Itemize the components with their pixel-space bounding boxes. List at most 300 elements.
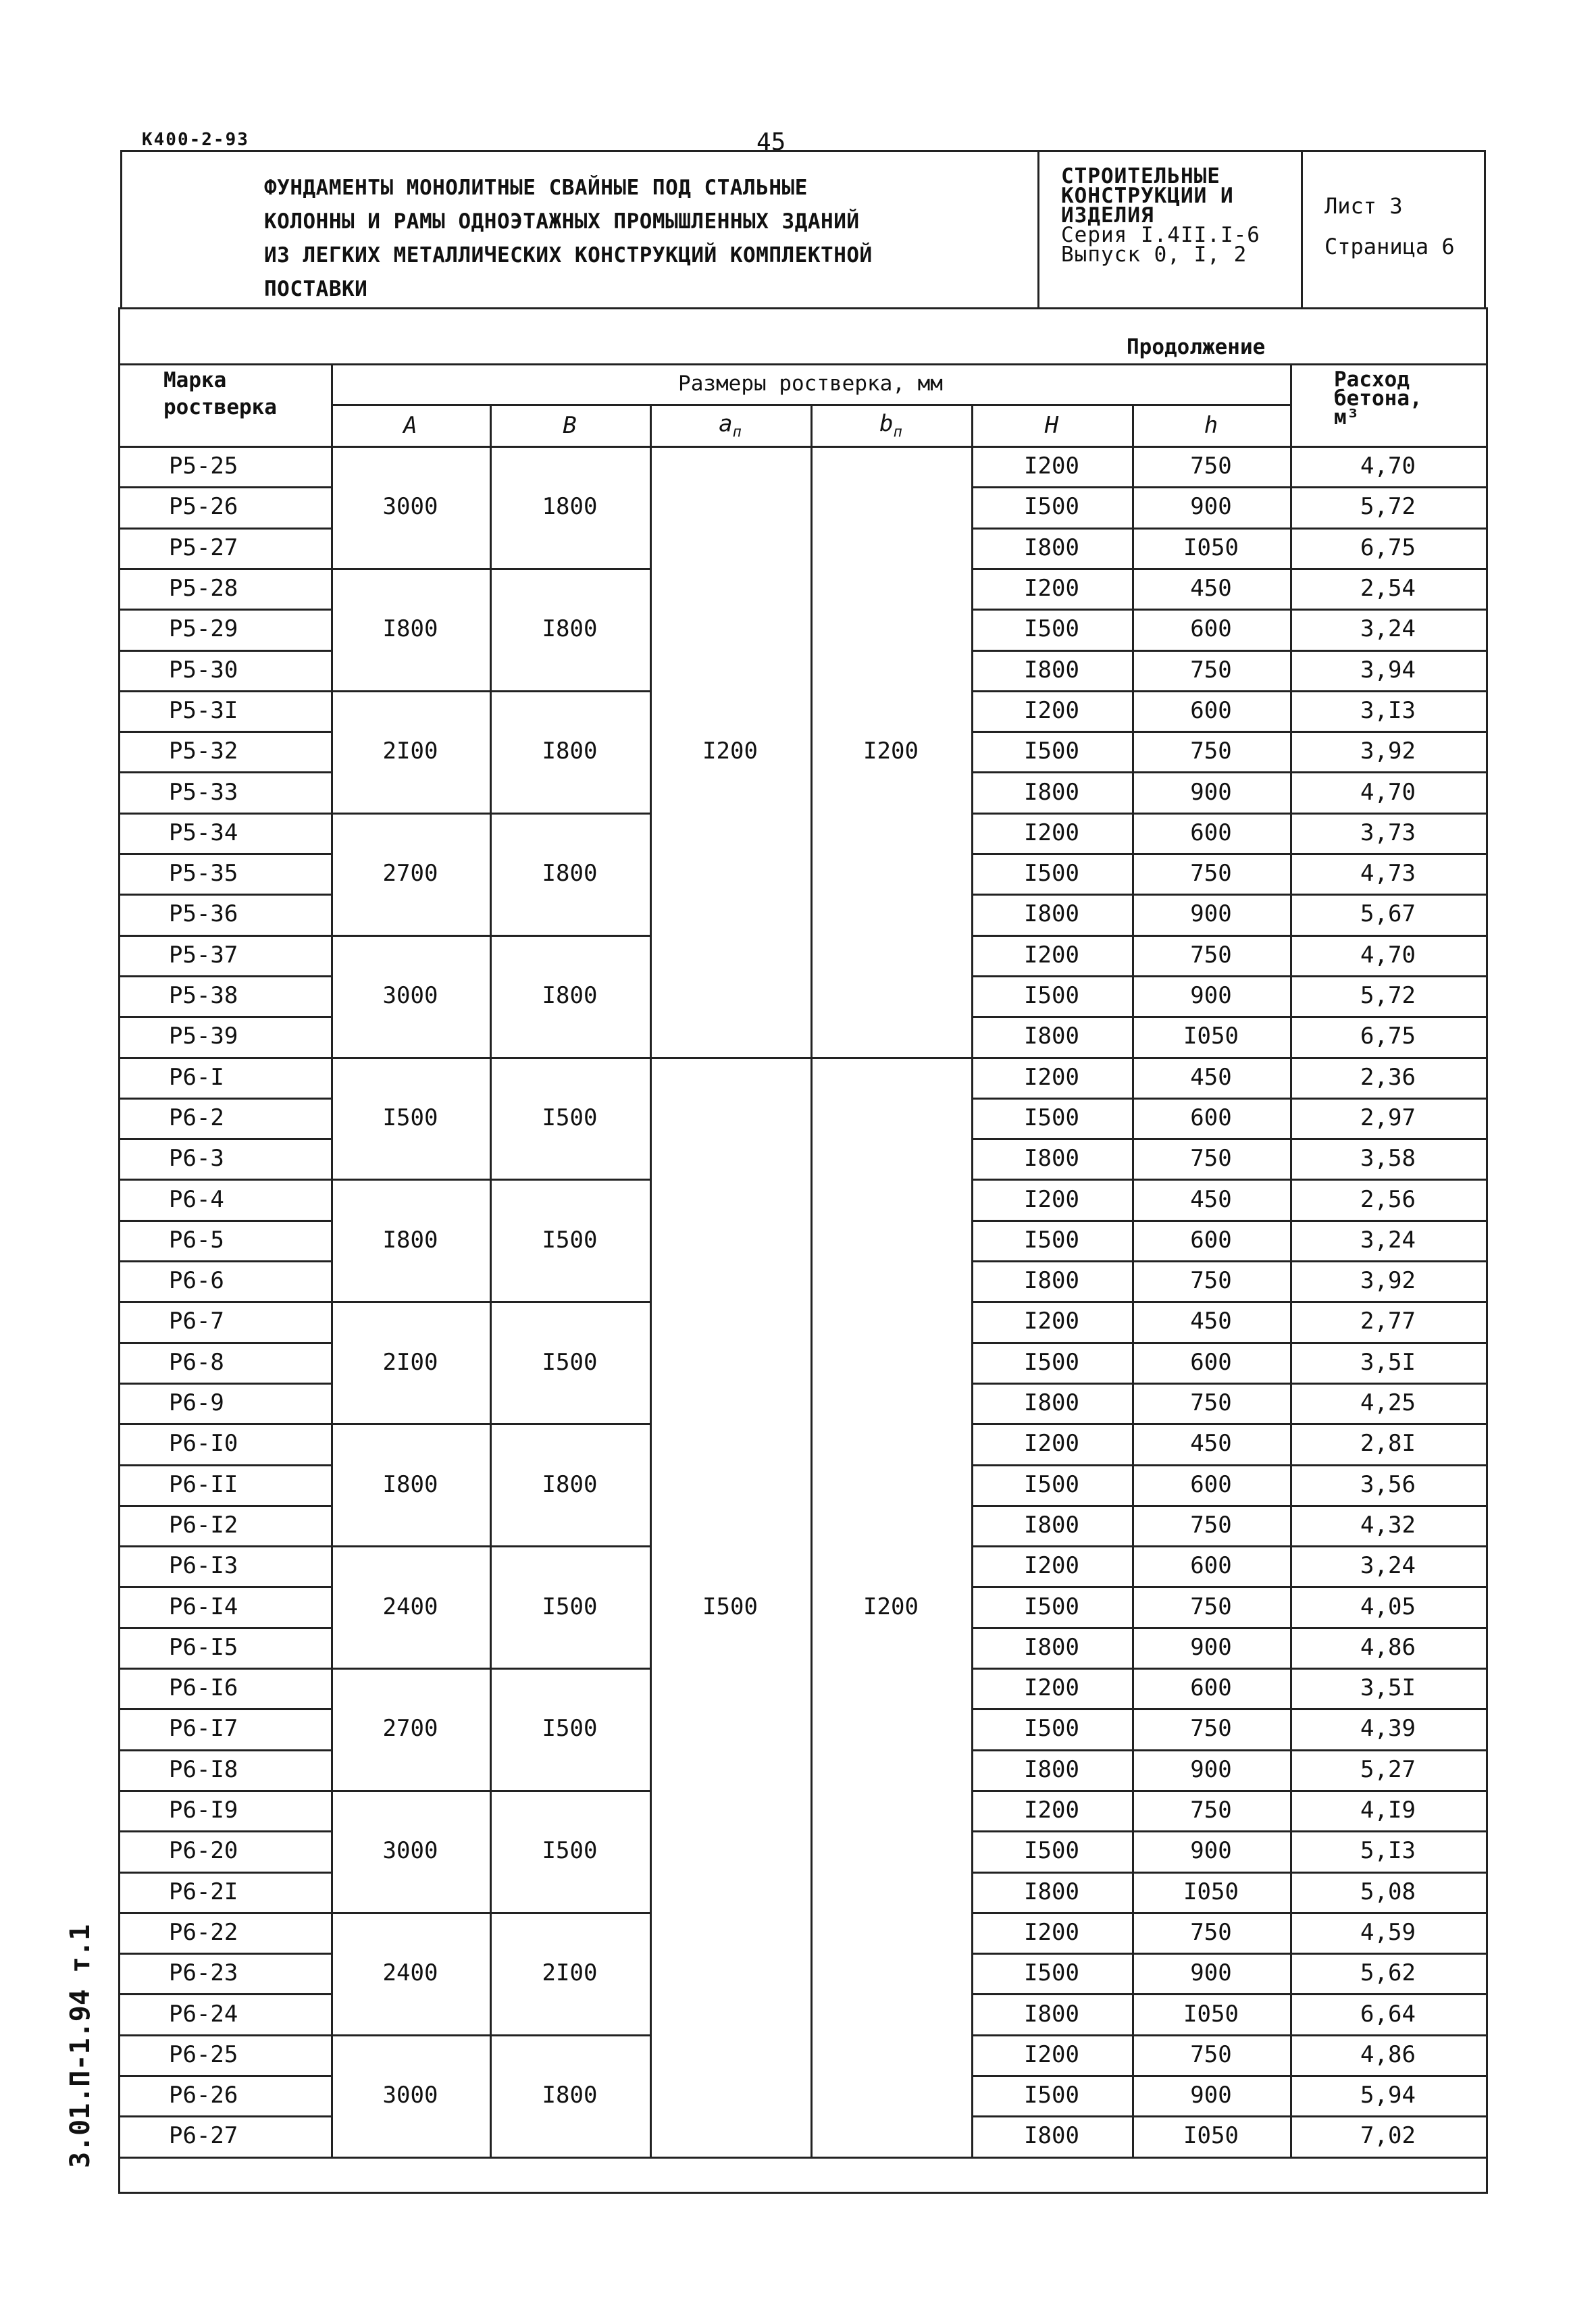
cell-concrete: 2,56 <box>1360 1185 1416 1213</box>
cell-h-lower: 750 <box>1190 1145 1232 1173</box>
row-rule <box>971 1098 1486 1100</box>
cell-a: I800 <box>382 615 438 643</box>
mark-header <box>163 367 277 421</box>
cell-concrete: 3,5I <box>1360 1348 1416 1376</box>
cell-concrete: 6,75 <box>1360 534 1416 561</box>
cell-b: I800 <box>542 615 598 643</box>
cell-h-upper: I200 <box>1024 696 1079 724</box>
row-rule <box>120 1505 331 1507</box>
block-rule <box>650 2157 971 2159</box>
cell-concrete: 3,73 <box>1360 819 1416 846</box>
header-rule <box>120 363 1486 365</box>
column-header-h: H <box>1044 412 1059 439</box>
cell-h-lower: 750 <box>1190 2040 1232 2068</box>
cell-concrete: 5,94 <box>1360 2082 1416 2109</box>
group-rule <box>120 935 650 937</box>
cell-h-lower: 600 <box>1190 1552 1232 1580</box>
cell-a: 2400 <box>382 1593 438 1620</box>
cell-h-upper: I200 <box>1024 1552 1079 1580</box>
row-rule <box>120 1627 331 1629</box>
cell-b: I500 <box>542 1104 598 1131</box>
cell-h-upper: I800 <box>1024 1145 1079 1173</box>
cell-concrete: 2,97 <box>1360 1104 1416 1131</box>
cell-a: I800 <box>382 1470 438 1498</box>
cell-h-upper: I500 <box>1024 493 1079 521</box>
cell-h-lower: 900 <box>1190 1633 1232 1661</box>
row-rule <box>971 1953 1486 1955</box>
group-rule <box>120 813 650 815</box>
row-rule <box>971 1138 1486 1140</box>
cell-mark: Р6-23 <box>169 1959 238 1987</box>
column-header-b: B <box>563 412 577 439</box>
cell-h-lower: I050 <box>1183 2000 1239 2028</box>
cell-h-upper: I800 <box>1024 2122 1079 2150</box>
row-rule <box>971 1220 1486 1222</box>
series-line: СТРОИТЕЛЬНЫЕ <box>1061 164 1220 188</box>
cell-concrete: 6,64 <box>1360 2000 1416 2028</box>
cell-mark: Р6-4 <box>169 1185 224 1213</box>
column-header-a: A <box>403 412 417 439</box>
cell-a: 2700 <box>382 860 438 888</box>
row-rule <box>971 609 1486 611</box>
cell-concrete: 3,56 <box>1360 1470 1416 1498</box>
cell-mark: Р5-27 <box>169 534 238 561</box>
cell-mark: Р6-26 <box>169 2082 238 2109</box>
cell-mark: Р6-I7 <box>169 1715 238 1743</box>
row-rule <box>971 975 1486 977</box>
group-rule <box>120 1179 650 1181</box>
row-rule <box>120 1993 331 1995</box>
cell-h-upper: I200 <box>1024 575 1079 602</box>
row-rule <box>971 1668 1486 1670</box>
row-rule <box>120 1872 331 1874</box>
series-info <box>1061 164 1260 267</box>
row-rule <box>120 650 331 652</box>
row-rule <box>120 1342 331 1344</box>
row-rule <box>971 1301 1486 1303</box>
cell-b: I800 <box>542 2082 598 2109</box>
cell-mark: Р5-38 <box>169 982 238 1010</box>
page-number: 45 <box>756 128 786 156</box>
cell-h-upper: I800 <box>1024 900 1079 928</box>
mark-header-line: ростверка <box>163 395 277 419</box>
cell-h-upper: I200 <box>1024 453 1079 480</box>
cell-concrete: 4,05 <box>1360 1593 1416 1620</box>
cell-h-upper: I500 <box>1024 1593 1079 1620</box>
group-rule <box>120 568 650 570</box>
cell-mark: Р6-20 <box>169 1837 238 1865</box>
cell-mark: Р5-37 <box>169 941 238 969</box>
row-rule <box>971 1057 1486 1059</box>
cell-h-upper: I200 <box>1024 1430 1079 1458</box>
cell-h-upper: I200 <box>1024 1185 1079 1213</box>
cell-h-upper: I800 <box>1024 1267 1079 1295</box>
row-rule <box>971 2157 1486 2159</box>
group-rule <box>120 1545 650 1547</box>
column-rule <box>331 363 333 2157</box>
row-rule <box>971 528 1486 530</box>
cell-h-upper: I200 <box>1024 1308 1079 1335</box>
cell-b: 2I00 <box>542 1959 598 1987</box>
cell-concrete: 4,70 <box>1360 453 1416 480</box>
cell-h-upper: I800 <box>1024 1511 1079 1539</box>
cell-mark: Р5-3I <box>169 696 238 724</box>
cell-concrete: 5,72 <box>1360 493 1416 521</box>
cell-h-upper: I500 <box>1024 1104 1079 1131</box>
row-rule <box>971 650 1486 652</box>
cell-a: 3000 <box>382 493 438 521</box>
group-header: Размеры ростверка, мм <box>678 371 943 396</box>
mark-header-line: Марка <box>163 368 227 392</box>
document-code: К400-2-93 <box>142 130 249 150</box>
cell-h-upper: I200 <box>1024 2040 1079 2068</box>
cell-h-upper: I800 <box>1024 1633 1079 1661</box>
group-rule <box>120 1668 650 1670</box>
cell-mark: Р6-I9 <box>169 1797 238 1824</box>
row-rule <box>120 609 331 611</box>
cell-concrete: 4,70 <box>1360 941 1416 969</box>
cell-b: I500 <box>542 1226 598 1254</box>
cell-h-lower: 600 <box>1190 1348 1232 1376</box>
cell-mark: Р6-8 <box>169 1348 224 1376</box>
concrete-header-line: м³ <box>1334 405 1360 430</box>
row-rule <box>120 1586 331 1588</box>
cell-concrete: 4,59 <box>1360 1918 1416 1946</box>
cell-h-lower: 600 <box>1190 1226 1232 1254</box>
cell-h-lower: 750 <box>1190 1267 1232 1295</box>
cell-h-lower: 750 <box>1190 1593 1232 1620</box>
cell-h-upper: I800 <box>1024 1878 1079 1905</box>
cell-concrete: 5,I3 <box>1360 1837 1416 1865</box>
cell-h-lower: 450 <box>1190 1308 1232 1335</box>
cell-h-upper: I500 <box>1024 1959 1079 1987</box>
cell-concrete: 4,73 <box>1360 860 1416 888</box>
cell-h-lower: 900 <box>1190 1837 1232 1865</box>
cell-concrete: 4,86 <box>1360 2040 1416 2068</box>
cell-h-lower: 750 <box>1190 453 1232 480</box>
row-rule <box>971 1016 1486 1018</box>
cell-b: I500 <box>542 1593 598 1620</box>
cell-a: 2I00 <box>382 1348 438 1376</box>
row-rule <box>120 894 331 896</box>
cell-h-lower: I050 <box>1183 534 1239 561</box>
column-rule <box>810 404 813 2157</box>
series-line: КОНСТРУКЦИИ И <box>1061 184 1234 208</box>
row-rule <box>971 1179 1486 1181</box>
cell-h-upper: I800 <box>1024 1023 1079 1050</box>
title-line: ПОСТАВКИ <box>264 277 368 301</box>
row-rule <box>971 2034 1486 2036</box>
cell-mark: Р6-2 <box>169 1104 224 1131</box>
row-rule <box>971 1627 1486 1629</box>
row-rule <box>120 1260 331 1262</box>
issue-number: Выпуск 0, I, 2 <box>1061 242 1247 267</box>
cell-mark: Р5-34 <box>169 819 238 846</box>
cell-concrete: 4,86 <box>1360 1633 1416 1661</box>
cell-a: I500 <box>382 1104 438 1131</box>
cell-h-lower: 900 <box>1190 1755 1232 1783</box>
row-rule <box>971 1464 1486 1466</box>
row-rule <box>971 568 1486 570</box>
column-header-b <box>879 411 902 441</box>
cell-concrete: 6,75 <box>1360 1023 1416 1050</box>
group-rule <box>120 2034 650 2036</box>
cell-mark: Р6-I0 <box>169 1430 238 1458</box>
cell-h-lower: 900 <box>1190 982 1232 1010</box>
title-line: ИЗ ЛЕГКИХ МЕТАЛЛИЧЕСКИХ КОНСТРУКЦИЙ КОМПЛЕКТНОЙ <box>264 243 873 267</box>
cell-b: I800 <box>542 738 598 765</box>
cell-mark: Р6-3 <box>169 1145 224 1173</box>
cell-h-lower: 750 <box>1190 738 1232 765</box>
cell-h-lower: 900 <box>1190 493 1232 521</box>
cell-mark: Р6-24 <box>169 2000 238 2028</box>
row-rule <box>120 1953 331 1955</box>
group-rule <box>120 1301 650 1303</box>
row-rule <box>971 1586 1486 1588</box>
cell-concrete: 5,72 <box>1360 982 1416 1010</box>
row-rule <box>971 1993 1486 1995</box>
cell-concrete: 2,77 <box>1360 1308 1416 1335</box>
row-rule <box>971 690 1486 692</box>
column-header-text: a <box>719 410 733 438</box>
group-rule <box>120 1790 650 1792</box>
cell-h-lower: 600 <box>1190 696 1232 724</box>
concrete-header-line: бетона, <box>1334 386 1422 411</box>
cell-mark: Р6-25 <box>169 2040 238 2068</box>
cell-mark: Р6-I <box>169 1063 224 1091</box>
row-rule <box>971 813 1486 815</box>
cell-concrete: 3,I3 <box>1360 696 1416 724</box>
cell-mark: Р5-39 <box>169 1023 238 1050</box>
cell-concrete: 3,92 <box>1360 738 1416 765</box>
group-rule <box>120 2157 650 2159</box>
row-rule <box>120 486 331 488</box>
row-rule <box>120 1830 331 1832</box>
row-rule <box>120 731 331 733</box>
sheet-number: Лист 3 <box>1324 193 1403 219</box>
cell-a: 3000 <box>382 2082 438 2109</box>
header-rule <box>120 446 1486 448</box>
cell-concrete: 3,24 <box>1360 615 1416 643</box>
cell-concrete: 2,54 <box>1360 575 1416 602</box>
cell-h-lower: 450 <box>1190 1430 1232 1458</box>
cell-a: 3000 <box>382 982 438 1010</box>
cell-concrete: 3,24 <box>1360 1552 1416 1580</box>
subscript: п <box>893 423 902 441</box>
cell-concrete: 4,25 <box>1360 1389 1416 1417</box>
cell-mark: Р6-6 <box>169 1267 224 1295</box>
row-rule <box>971 1383 1486 1385</box>
cell-b: I500 <box>542 1837 598 1865</box>
cell-h-lower: 600 <box>1190 1470 1232 1498</box>
cell-mark: Р6-I3 <box>169 1552 238 1580</box>
cell-mark: Р6-2I <box>169 1878 238 1905</box>
column-rule <box>650 404 652 2157</box>
cell-b-sub: I200 <box>863 738 919 765</box>
cell-concrete: 3,5I <box>1360 1674 1416 1702</box>
cell-h-lower: 750 <box>1190 1715 1232 1743</box>
cell-h-upper: I500 <box>1024 860 1079 888</box>
cell-h-lower: 750 <box>1190 1389 1232 1417</box>
row-rule <box>120 1749 331 1751</box>
cell-b: I500 <box>542 1348 598 1376</box>
series-number: Серия I.4II.I-6 <box>1061 223 1260 247</box>
cell-h-upper: I500 <box>1024 1715 1079 1743</box>
row-rule <box>971 1830 1486 1832</box>
cell-mark: Р6-I5 <box>169 1633 238 1661</box>
cell-mark: Р5-28 <box>169 575 238 602</box>
sheet-page: Страница 6 <box>1324 234 1455 259</box>
cell-concrete: 3,94 <box>1360 656 1416 684</box>
cell-h-upper: I800 <box>1024 2000 1079 2028</box>
cell-mark: Р6-I4 <box>169 1593 238 1620</box>
row-rule <box>971 1505 1486 1507</box>
cell-h-upper: I200 <box>1024 1918 1079 1946</box>
subscript: п <box>732 423 742 441</box>
cell-h-upper: I200 <box>1024 1797 1079 1824</box>
cell-mark: Р6-I8 <box>169 1755 238 1783</box>
row-rule <box>971 1708 1486 1710</box>
cell-h-lower: 900 <box>1190 900 1232 928</box>
row-rule <box>971 1545 1486 1547</box>
cell-h-upper: I500 <box>1024 1348 1079 1376</box>
series-line: ИЗДЕЛИЯ <box>1061 203 1154 228</box>
side-stamp: 3.01.П-1.94 т.1 <box>65 1924 96 2168</box>
cell-h-upper: I500 <box>1024 1837 1079 1865</box>
row-rule <box>971 1872 1486 1874</box>
row-rule <box>120 771 331 773</box>
row-rule <box>120 975 331 977</box>
cell-b: I800 <box>542 860 598 888</box>
cell-h-upper: I500 <box>1024 1470 1079 1498</box>
cell-h-upper: I500 <box>1024 738 1079 765</box>
row-rule <box>120 1383 331 1385</box>
document-title <box>264 171 873 306</box>
title-line: КОЛОННЫ И РАМЫ ОДНОЭТАЖНЫХ ПРОМЫШЛЕННЫХ ЗДАНИЙ <box>264 209 860 234</box>
row-rule <box>120 2115 331 2117</box>
group-rule <box>120 1912 650 1914</box>
cell-h-lower: 450 <box>1190 1185 1232 1213</box>
row-rule <box>971 1749 1486 1751</box>
concrete-header-line: Расход <box>1334 367 1410 392</box>
cell-concrete: 5,08 <box>1360 1878 1416 1905</box>
cell-concrete: 3,24 <box>1360 1226 1416 1254</box>
row-rule <box>971 1790 1486 1792</box>
cell-mark: Р5-32 <box>169 738 238 765</box>
column-rule <box>1132 404 1134 2157</box>
cell-mark: Р6-9 <box>169 1389 224 1417</box>
concrete-header <box>1334 367 1422 430</box>
cell-h-lower: 900 <box>1190 1959 1232 1987</box>
continuation-label: Продолжение <box>1127 335 1266 359</box>
row-rule <box>120 1464 331 1466</box>
group-rule <box>120 1057 650 1059</box>
row-rule <box>120 2075 331 2077</box>
table-frame <box>118 307 1488 2194</box>
cell-concrete: 5,62 <box>1360 1959 1416 1987</box>
row-rule <box>971 1423 1486 1425</box>
cell-h-lower: 750 <box>1190 1511 1232 1539</box>
cell-a: 3000 <box>382 1837 438 1865</box>
cell-h-upper: I200 <box>1024 1674 1079 1702</box>
cell-a-sub: I500 <box>702 1593 758 1620</box>
cell-a: 2400 <box>382 1959 438 1987</box>
cell-concrete: 5,27 <box>1360 1755 1416 1783</box>
group-rule <box>120 690 650 692</box>
cell-mark: Р6-5 <box>169 1226 224 1254</box>
cell-mark: Р5-36 <box>169 900 238 928</box>
cell-h-upper: I500 <box>1024 2082 1079 2109</box>
column-header-a <box>719 411 742 441</box>
cell-mark: Р6-22 <box>169 1918 238 1946</box>
cell-h-lower: 600 <box>1190 819 1232 846</box>
column-rule <box>490 404 492 2157</box>
cell-h-lower: I050 <box>1183 1878 1239 1905</box>
cell-h-upper: I500 <box>1024 1226 1079 1254</box>
cell-h-lower: 600 <box>1190 615 1232 643</box>
title-block <box>120 150 1486 309</box>
cell-a: 2700 <box>382 1715 438 1743</box>
cell-h-lower: 600 <box>1190 1674 1232 1702</box>
cell-h-lower: 900 <box>1190 2082 1232 2109</box>
cell-h-upper: I800 <box>1024 1755 1079 1783</box>
cell-mark: Р5-35 <box>169 860 238 888</box>
cell-h-upper: I200 <box>1024 941 1079 969</box>
row-rule <box>971 1912 1486 1914</box>
row-rule <box>120 1016 331 1018</box>
cell-h-lower: 750 <box>1190 656 1232 684</box>
row-rule <box>971 2075 1486 2077</box>
cell-concrete: 5,67 <box>1360 900 1416 928</box>
cell-h-lower: I050 <box>1183 1023 1239 1050</box>
cell-h-upper: I500 <box>1024 982 1079 1010</box>
title-line: ФУНДАМЕНТЫ МОНОЛИТНЫЕ СВАЙНЫЕ ПОД СТАЛЬНЫЕ <box>264 176 808 200</box>
sheet-info <box>1324 186 1455 267</box>
cell-b: 1800 <box>542 493 598 521</box>
cell-mark: Р5-30 <box>169 656 238 684</box>
cell-mark: Р5-29 <box>169 615 238 643</box>
row-rule <box>120 1098 331 1100</box>
row-rule <box>971 853 1486 855</box>
cell-a-sub: I200 <box>702 738 758 765</box>
cell-mark: Р6-I6 <box>169 1674 238 1702</box>
cell-concrete: 4,70 <box>1360 778 1416 806</box>
cell-h-lower: 750 <box>1190 1918 1232 1946</box>
row-rule <box>120 1138 331 1140</box>
cell-concrete: 2,36 <box>1360 1063 1416 1091</box>
cell-concrete: 4,39 <box>1360 1715 1416 1743</box>
cell-h-lower: 450 <box>1190 1063 1232 1091</box>
cell-concrete: 2,8I <box>1360 1430 1416 1458</box>
cell-mark: Р6-7 <box>169 1308 224 1335</box>
cell-a: I800 <box>382 1226 438 1254</box>
cell-mark: Р6-I2 <box>169 1511 238 1539</box>
cell-h-upper: I800 <box>1024 534 1079 561</box>
cell-mark: Р6-II <box>169 1470 238 1498</box>
row-rule <box>120 1708 331 1710</box>
cell-b-sub: I200 <box>863 1593 919 1620</box>
cell-concrete: 7,02 <box>1360 2122 1416 2150</box>
row-rule <box>971 771 1486 773</box>
cell-h-lower: 750 <box>1190 860 1232 888</box>
column-rule <box>971 404 973 2157</box>
row-rule <box>120 853 331 855</box>
cell-h-lower: 900 <box>1190 778 1232 806</box>
cell-a: 2I00 <box>382 738 438 765</box>
group-rule <box>120 1423 650 1425</box>
row-rule <box>971 894 1486 896</box>
row-rule <box>971 935 1486 937</box>
